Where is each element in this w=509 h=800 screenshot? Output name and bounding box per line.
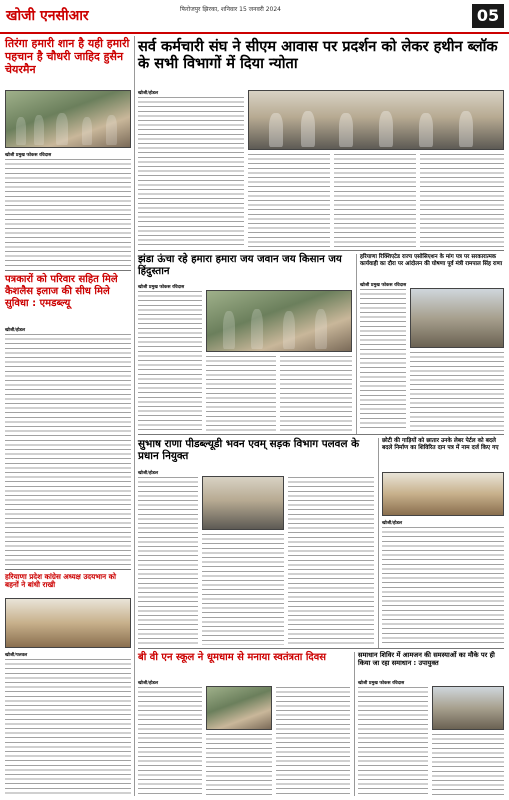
story-8-body [5,659,131,795]
story-5-byline: खोजी/होडल [5,328,26,333]
page-number: 05 [472,4,504,28]
story-4-body-col1 [360,289,406,431]
story-9-body-col3 [276,687,350,795]
story-8-headline: हरियाणा प्रदेश कांग्रेस अध्यक्ष उदयभान को बहनों ने बांधी राखी [5,572,117,590]
story-9-headline: बी वी एन स्कूल ने धूमधाम से मनाया स्वतंत्रता दिवस [138,652,327,663]
dateline [180,5,281,14]
story-10-byline: खोजी प्रमुख फोकस रविदास [358,681,405,686]
story-3-body-col3 [280,356,352,431]
story-8-photo [5,598,131,648]
story-2-body-col3 [334,154,416,247]
divider [138,648,504,649]
story-5-body [5,334,131,566]
story-6-body-col3 [288,477,374,645]
story-3-body-col1 [138,291,202,431]
story-6-headline: सुभाष राणा पीडब्ल्यूडी भवन एवम् सड़क विभाग पलवल के प्रधान नियुक्त [138,438,360,463]
story-10-body-col1 [358,687,428,795]
column-rule [356,254,357,434]
story-10-headline: समाधान शिविर में आमजन की समस्याओं का मौके पर ही किया जा रहा समाधान : उपायुक्त [358,651,495,667]
story-10-photo [432,686,504,730]
story-4-byline: खोजी प्रमुख फोकस रविदास [360,283,407,288]
story-7-body [382,527,504,645]
story-6-byline: खोजी/होडल [138,471,159,476]
story-6-body-col2 [202,534,284,645]
column-rule [134,36,135,796]
divider [138,250,504,251]
story-9-photo [206,686,272,730]
story-1-body [5,159,131,267]
column-rule [354,652,355,796]
story-8-byline: खोजी/पलवल [5,653,28,658]
story-7-byline: खोजी/होडल [382,521,403,526]
story-1-byline: खोजी प्रमुख फोकस रविदास [5,153,52,158]
story-9-byline: खोजी/होडल [138,681,159,686]
brand-title: खोजी एनसीआर [6,8,89,24]
story-7-photo [382,472,504,516]
story-2-byline: खोजी/होडल [138,91,159,96]
story-4-photo [410,288,504,348]
column-rule [378,438,379,648]
story-9-body-col1 [138,687,202,795]
story-4-body-col2 [410,352,504,431]
story-2-body-col2 [248,154,330,247]
story-9-body-col2 [206,734,272,795]
story-10-body-col2 [432,734,504,795]
story-6-photo [202,476,284,530]
dateline-line-1: फिरोजपुर झिरका, शनिवार 15 जनवरी 2024 [180,6,281,13]
story-6-body-col1 [138,477,198,645]
story-2-headline: सर्व कर्मचारी संघ ने सीएम आवास पर प्रदर्शन को लेकर हथीन ब्लॉक के सभी विभागों में दिया न्योता [138,38,498,73]
story-4-headline: हरियाणा रिक्शिएटेड राज्य एसोसिएशन के मांग पत्र पर सरकारात्मक कार्यवाही का दौरा पर आंदोलन की घोषणा पूर्व मंत्री रामपाल सिंह राणा [360,254,503,267]
divider [5,569,131,570]
story-1-photo [5,90,131,148]
story-2-body-col1 [138,97,244,247]
story-7-headline: छोटी की गाड़ियों को छातार उनके लेबर पेर्टल को बदले बदले निर्माण का शिविरित दान पत्र में नाम दर्ज किए गए [382,438,499,451]
story-5-headline: पत्रकारों को परिवार सहित मिले कैशलैस इलाज की सीध मिले सुविधा : एमडब्ल्यू [5,274,118,309]
story-2-photo [248,90,504,150]
story-1-headline: तिरंगा हमारी शान है यही हमारी पहचान है चौधरी जाहिद हुसैन चेयरमैन [5,37,130,76]
divider [138,434,504,435]
story-3-byline: खोजी प्रमुख फोकस रविदास [138,285,185,290]
story-2-body-col4 [420,154,504,247]
story-3-body-col2 [206,356,276,431]
story-3-headline: झंडा ऊंचा रहे हमारा हमारा जय जवान जय किसान जय हिंदुस्तान [138,254,342,278]
divider [5,270,131,271]
story-3-photo [206,290,352,352]
